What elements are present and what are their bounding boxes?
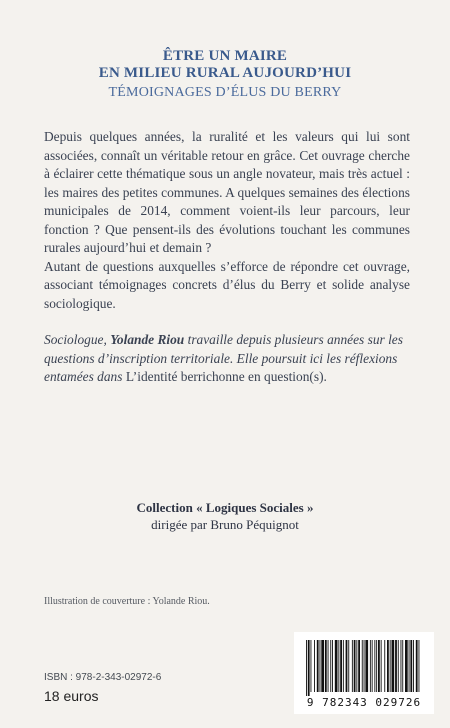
barcode-bar xyxy=(402,640,403,692)
barcode-bar xyxy=(321,640,324,692)
barcode-bar xyxy=(362,640,363,692)
barcode-bar xyxy=(384,640,385,692)
barcode-bar xyxy=(401,640,402,692)
barcode-bar xyxy=(335,640,338,692)
barcode-bar xyxy=(372,640,373,692)
barcode-bar xyxy=(352,640,353,692)
barcode-bars xyxy=(304,640,424,696)
bio-prefix: Sociologue, xyxy=(44,332,111,347)
barcode-bar xyxy=(419,640,420,692)
barcode-bar xyxy=(374,640,375,692)
collection-name: Collection « Logiques Sociales » xyxy=(136,500,314,515)
barcode-bar xyxy=(365,640,368,692)
price: 18 euros xyxy=(44,688,99,704)
bio-middle: travaille depuis plusieurs années sur les questions d’inscription territoriale. Elle poursuit ici les réflexions entamées dans xyxy=(44,332,403,384)
referenced-book-title: L’identité berrichonne en question(s). xyxy=(125,369,327,384)
barcode xyxy=(294,632,434,714)
barcode-bar xyxy=(358,640,360,692)
barcode-bar xyxy=(330,640,331,692)
barcode-bar xyxy=(378,640,380,692)
barcode-bar xyxy=(387,640,389,692)
barcode-bar xyxy=(409,640,410,692)
barcode-bar xyxy=(306,640,307,696)
illustration-credit: Illustration de couverture : Yolande Riou. xyxy=(44,596,210,607)
title-block xyxy=(0,48,450,102)
barcode-bar xyxy=(356,640,357,692)
barcode-bar xyxy=(332,640,333,692)
barcode-bar xyxy=(325,640,327,692)
barcode-bar xyxy=(317,640,319,692)
author-bio xyxy=(44,331,410,387)
blurb-paragraph-2: Autant de questions auxquelles s’efforce de répondre cet ouvrage, associant témoignages concrets d’élus du Berry et solide analyse sociologique. xyxy=(44,258,410,311)
barcode-bar xyxy=(346,640,348,692)
blurb-paragraph-1: Depuis quelques années, la ruralité et les valeurs qui lui sont associées, connaît un véritable retour en grâce. Cet ouvrage cherche à éclairer cette thématique sous un angle novateur, mais très actuel : les maires des petites communes. A quelques semaines des élections municipales de 2014, comment voient-ils leur parcours, leur fonction ? Que pensent-ils des évolutions touchant les communes rurales aujourd’hui et demain ? xyxy=(44,129,410,255)
barcode-bar xyxy=(395,640,397,692)
barcode-bar xyxy=(308,640,310,696)
barcode-digits: 9 782343 029726 xyxy=(306,696,422,709)
barcode-bar xyxy=(381,640,382,692)
barcode-bar xyxy=(343,640,344,692)
barcode-bar xyxy=(354,640,356,692)
barcode-bar xyxy=(416,640,418,692)
barcode-bar xyxy=(410,640,412,692)
book-title-line-2: EN MILIEU RURAL AUJOURD’HUI xyxy=(98,65,352,81)
barcode-bar xyxy=(364,640,365,692)
isbn: ISBN : 978-2-343-02972-6 xyxy=(44,672,162,683)
author-name: Yolande Riou xyxy=(110,332,185,347)
barcode-bar xyxy=(314,640,315,692)
barcode-bar xyxy=(392,640,395,692)
barcode-bar xyxy=(398,640,399,692)
barcode-bar xyxy=(328,640,329,692)
barcode-bar xyxy=(413,640,414,692)
barcode-bar xyxy=(340,640,342,692)
book-subtitle: TÉMOIGNAGES D’ÉLUS DU BERRY xyxy=(108,85,342,100)
barcode-bar xyxy=(348,640,349,692)
barcode-bar xyxy=(311,640,312,692)
barcode-bar xyxy=(405,640,408,692)
collection-info xyxy=(0,499,450,533)
collection-director: dirigée par Bruno Péquignot xyxy=(151,517,299,532)
book-title-line-1: ÊTRE UN MAIRE xyxy=(162,48,288,64)
barcode-bar xyxy=(370,640,371,692)
barcode-bar xyxy=(338,640,339,692)
blurb xyxy=(44,128,410,313)
barcode-bar xyxy=(376,640,377,692)
barcode-bar xyxy=(390,640,391,692)
barcode-bar xyxy=(320,640,321,692)
